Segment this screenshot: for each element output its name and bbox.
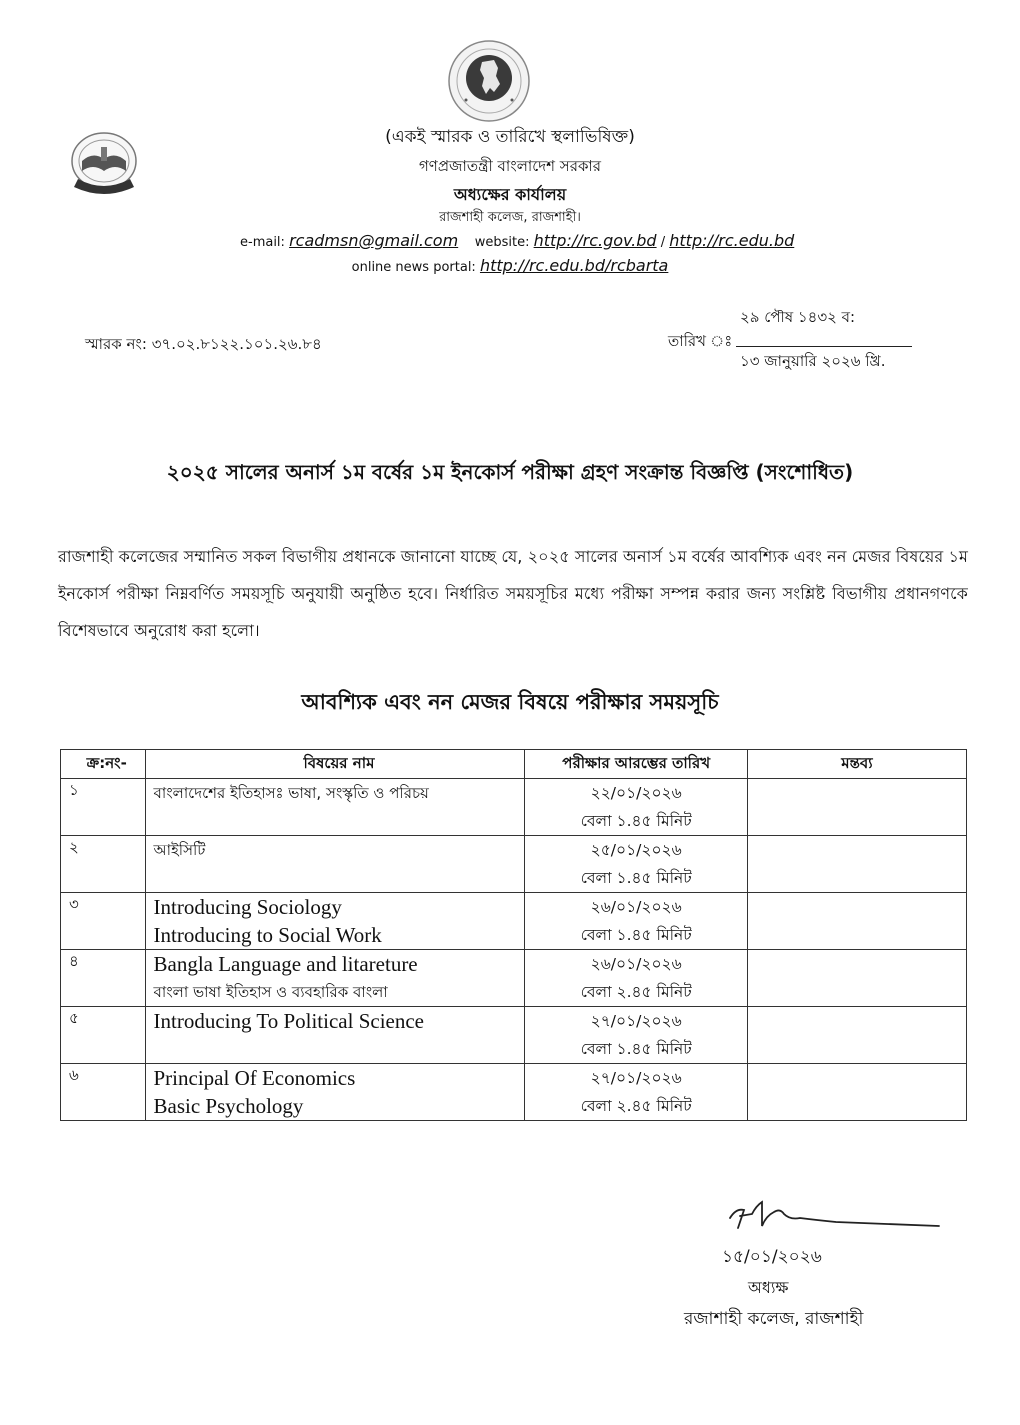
cell-subject bbox=[145, 893, 525, 950]
signature-icon bbox=[726, 1198, 941, 1233]
header-government: গণপ্রজাতন্ত্রী বাংলাদেশ সরকার bbox=[418, 157, 602, 175]
cell-date bbox=[525, 1064, 747, 1121]
schedule-title: আবশ্যিক এবং নন মেজর বিষয়ে পরীক্ষার সময়সূচি bbox=[301, 690, 719, 714]
subject-name: Introducing to Social Work bbox=[153, 923, 382, 947]
website-separator: / bbox=[660, 235, 666, 250]
signatory-organization: রজাশাহী কলেজ, রাজশাহী bbox=[684, 1309, 864, 1329]
cell-serial: ৫ bbox=[61, 1007, 146, 1064]
portal-line bbox=[0, 256, 1020, 275]
cell-remarks bbox=[747, 1007, 966, 1064]
notice-title: ২০২৫ সালের অনার্স ১ম বর্ষের ১ম ইনকোর্স পরীক্ষা গ্রহণ সংক্রান্ত বিজ্ঞপ্তি (সংশোধিত) bbox=[166, 460, 854, 484]
website-link-edu[interactable]: http://rc.edu.bd bbox=[669, 231, 795, 250]
header-serial: ক্র:নং- bbox=[61, 750, 146, 779]
cell-date bbox=[525, 1007, 747, 1064]
cell-date bbox=[525, 836, 747, 893]
table-header-row bbox=[61, 750, 967, 779]
header-remarks: মন্তব্য bbox=[747, 750, 966, 779]
exam-time: বেলা ১.৪৫ মিনিট bbox=[580, 869, 692, 887]
exam-date: ২৬/০১/২০২৬ bbox=[590, 898, 682, 916]
subject-name: Introducing To Political Science bbox=[153, 1009, 424, 1033]
subject-name: বাংলা ভাষা ইতিহাস ও ব্যবহারিক বাংলা bbox=[153, 983, 388, 1001]
cell-subject bbox=[145, 950, 525, 1007]
cell-remarks bbox=[747, 836, 966, 893]
date-bengali: ২৯ পৌষ ১৪৩২ ব: bbox=[740, 308, 855, 326]
header-college: রাজশাহী কলেজ, রাজশাহী। bbox=[439, 210, 581, 225]
portal-link[interactable]: http://rc.edu.bd/rcbarta bbox=[479, 256, 669, 275]
notice-body: রাজশাহী কলেজের সম্মানিত সকল বিভাগীয় প্রধানকে জানানো যাচ্ছে যে, ২০২৫ সালের অনার্স ১ম বর্ষের আবশ্যিক এবং নন মেজর বিষয়ের ১ম ইনকোর্স পরীক্ষা নিম্নবর্ণিত সময়সূচি অনুযায়ী অনুষ্ঠিত হবে। নির্ধারিত সময়সূচির মধ্যে পরীক্ষা সম্পন্ন করার জন্য সংশ্লিষ্ট বিভাগীয় প্রধানগণকে বিশেষভাবে অনুরোধ করা হলো। bbox=[58, 547, 968, 640]
cell-serial: ৪ bbox=[61, 950, 146, 1007]
table-row bbox=[61, 1007, 967, 1064]
cell-remarks bbox=[747, 1064, 966, 1121]
exam-date: ২৫/০১/২০২৬ bbox=[590, 841, 682, 859]
exam-date: ২২/০১/২০২৬ bbox=[590, 784, 682, 802]
portal-label: online news portal: bbox=[351, 260, 476, 275]
header-date: পরীক্ষার আরম্ভের তারিখ bbox=[525, 750, 747, 779]
date-label: তারিখ ঃ bbox=[668, 332, 733, 350]
header-office: অধ্যক্ষের কার্যালয় bbox=[453, 185, 567, 204]
cell-subject bbox=[145, 1064, 525, 1121]
header-replacement-note: (একই স্মারক ও তারিখে স্থলাভিষিক্ত) bbox=[385, 127, 635, 147]
exam-time: বেলা ২.৪৫ মিনিট bbox=[580, 983, 692, 1001]
cell-date bbox=[525, 779, 747, 836]
cell-serial: ৬ bbox=[61, 1064, 146, 1121]
date-gregorian: ১৩ জানুয়ারি ২০২৬ খ্রি. bbox=[740, 352, 886, 370]
cell-remarks bbox=[747, 950, 966, 1007]
table-row bbox=[61, 836, 967, 893]
website-label: website: bbox=[474, 235, 530, 250]
cell-subject bbox=[145, 836, 525, 893]
exam-time: বেলা ১.৪৫ মিনিট bbox=[580, 812, 692, 830]
cell-serial: ৩ bbox=[61, 893, 146, 950]
cell-serial: ১ bbox=[61, 779, 146, 836]
exam-date: ২৬/০১/২০২৬ bbox=[590, 955, 682, 973]
exam-date: ২৭/০১/২০২৬ bbox=[590, 1069, 682, 1087]
table-row bbox=[61, 1064, 967, 1121]
exam-time: বেলা ১.৪৫ মিনিট bbox=[580, 1040, 692, 1058]
signatory-title: অধ্যক্ষ bbox=[748, 1278, 789, 1297]
cell-subject bbox=[145, 1007, 525, 1064]
date-divider bbox=[736, 346, 912, 347]
cell-serial: ২ bbox=[61, 836, 146, 893]
subject-name: বাংলাদেশের ইতিহাসঃ ভাষা, সংস্কৃতি ও পরিচয় bbox=[153, 784, 429, 802]
table-row bbox=[61, 779, 967, 836]
memo-number: স্মারক নং: ৩৭.০২.৮১২২.১০১.২৬.৮৪ bbox=[85, 335, 322, 353]
cell-date bbox=[525, 893, 747, 950]
signature-date: ১৫/০১/২০২৬ bbox=[722, 1247, 822, 1267]
schedule-table bbox=[60, 749, 967, 1121]
table-row bbox=[61, 893, 967, 950]
exam-date: ২৭/০১/২০২৬ bbox=[590, 1012, 682, 1030]
cell-date bbox=[525, 950, 747, 1007]
header-subject: বিষয়ের নাম bbox=[145, 750, 525, 779]
exam-time: বেলা ১.৪৫ মিনিট bbox=[580, 926, 692, 944]
email-label: e-mail: bbox=[240, 235, 285, 250]
subject-name: আইসিটি bbox=[153, 841, 206, 859]
cell-remarks bbox=[747, 779, 966, 836]
cell-remarks bbox=[747, 893, 966, 950]
subject-name: Introducing Sociology bbox=[153, 895, 342, 919]
exam-time: বেলা ২.৪৫ মিনিট bbox=[580, 1097, 692, 1115]
table-row bbox=[61, 950, 967, 1007]
contact-line bbox=[240, 231, 794, 250]
subject-name: Bangla Language and litareture bbox=[153, 952, 418, 976]
government-seal-icon bbox=[444, 38, 534, 124]
website-link-gov[interactable]: http://rc.gov.bd bbox=[533, 231, 657, 250]
cell-subject bbox=[145, 779, 525, 836]
subject-name: Basic Psychology bbox=[153, 1094, 304, 1118]
subject-name: Principal Of Economics bbox=[153, 1066, 356, 1090]
email-link[interactable]: rcadmsn@gmail.com bbox=[289, 231, 459, 250]
